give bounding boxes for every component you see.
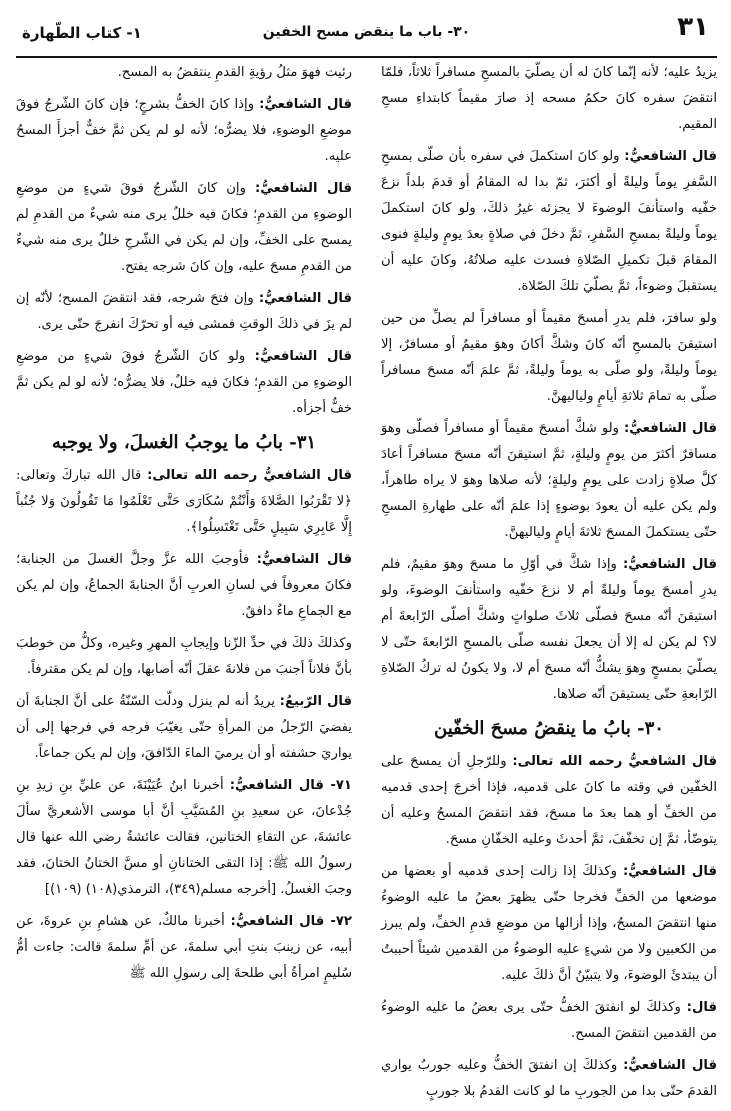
paragraph: رئيت فهوَ مثلُ رؤيةِ القدمِ ينتقضُ به المسح. [117,65,352,80]
paragraph-text: وكذلكَ إن انفتقَ الخفُّ وعليه جوربٌ يواري القدمَ حتّى بدا من الجوربِ ما لو كانت القدمُ بلا جوربٍ [381,1058,717,1099]
hadith-paragraph [16,909,352,987]
running-book-title: ١- كتاب الطّهارة [22,24,142,42]
section-heading: ٣١- بابُ ما يوجبُ الغسلَ، ولا يوجبه [51,432,317,453]
paragraph-text: وإن كانَ الشّرجُ فوقَ شيءٍ من موضعِ الوضوءِ من القدمِ؛ فكانَ فيه خللٌ يرى منه شيءٌ من القدمِ لم يمسح على الخفِّ، وإن لم يكن في الشّرجِ خللٌ يرى منه شيءٌ من القدمِ مسحَ عليه، وإن كانَ شرجه يفتح. [16,181,352,274]
paragraph [381,1053,717,1105]
speaker-label: قال الشافعيُّ رحمه الله تعالى: [147,468,352,483]
paragraph [381,995,717,1047]
paragraph-text: ولو كانَ الشّرجُ فوقَ شيءٍ من موضعِ الوضوءِ من القدمِ؛ فكانَ فيه خللٌ، فلا يضرُّه؛ لأنه لو لم يكن ثمَّ خفٌّ أجزأه. [16,349,352,416]
quran-quote-text: قال الله تباركَ وتعالى: ﴿لا تَقْرَبُوا الصَّلاةَ وَأَنْتُمْ سُكَارَى حَتَّى تَعْلَمُوا مَا تَقُولُونَ وَلا جُنُباً إِلَّا عَابِرِي سَبِيلٍ حَتَّى تَغْتَسِلُوا﴾. [16,468,352,535]
paragraph: ولو سافرَ، فلم يدرِ أمسحَ مقيماً أو مسافراً لم يصلِّ من حين استيقنَ بالمسحِ أنّه كانَ وشكَّ أكانَ وهوَ مقيمٌ أو مسافرٌ، إلا يوماً وليلةً، ولو صلّى به يوماً وليلةً، ثمَّ علمَ أنّه مسحَ مسافراً صلّى به تمامَ ثلاثةِ أيامٍ ولياليهنَّ. [381,311,717,404]
paragraph-text: وإذا شكَّ في أوّلِ ما مسحَ وهوَ مقيمٌ، فلم يدرِ أمسحَ يوماً وليلةً أم لا نزعَ خفّيه واستأنفَ الوضوءَ، ولو استيقنَ أنّه مسحَ فصلّى ثلاثَ صلواتٍ وشكَّ أصلّى الرّابعةَ أم لا؟ لم يكن له إلا أن يجعلَ نفسه صلّى بالمسحِ الرّابعةَ حتّى لا يصلّيَ بمسحٍ وهوَ يشكُّ أنّه مسحَ أم لا، ولا يكونُ له تركُ الصّلاةِ الرّابعةِ حتّى يستيقنَ أنّه صلاها. [381,557,717,702]
hadith-paragraph [16,773,352,903]
paragraph [381,552,717,708]
paragraph: وكذلكَ ذلكَ في حدِّ الزّنا وإيجابِ المهرِ وغيره، وكلُّ من خوطبَ بأنَّ فلاناً أجنبَ من فلانةَ عقلَ أنّه أصابها، وإن لم يكن مقترفاً. [16,636,352,677]
paragraph [16,463,352,541]
hadith-text: أخبرنا ابنُ عُيَيْنَةَ، عن عليِّ بنِ زيدِ بنِ جُدْعانَ، عن سعيدِ بنِ المُسَيَّبِ أنَّ أبا موسى الأشعريَّ سألَ عائشةَ، عن التقاءِ الختانين، فقالت عائشةُ رضي الله عنها قال رسولُ الله ﷺ: إذا التقى الختانانِ أو مسَّ الختانُ الختانَ، فقد وجبَ الغسلُ. [أخرجه مسلم(٣٤٩)، الترمذي(١٠٨) (١٠٩)] [16,778,352,897]
page-number: ٣١ [677,12,709,42]
running-chapter-title: ٣٠- باب ما ينقض مسح الخفين [262,24,471,40]
hadith-number-label: ٧١- قال الشافعيُّ: [229,778,352,793]
paragraph: يزيدُ عليه؛ لأنه إنّما كانَ له أن يصلّيَ بالمسحِ مسافراً ثلاثاً، فلمّا انتقضَ سفره كانَ حكمُ مسحه إذ صارَ مقيماً كابتداءِ مسحِ المقيم. [381,65,717,132]
paragraph [16,176,352,280]
speaker-label: قال الشافعيُّ: [622,557,717,572]
speaker-label: قال: [686,1000,717,1015]
paragraph [16,547,352,625]
speaker-label: قال الشافعيُّ: [259,97,352,112]
paragraph-text: فأوجبَ الله عزَّ وجلَّ الغسلَ من الجنابة؛ فكانَ معروفاً في لسانِ العربِ أنَّ الجنابةَ الجماعُ، وإن لم يكن مع الجماعِ ماءٌ دافقٌ. [16,552,352,619]
paragraph-text: ولو كانَ استكملَ في سفره بأن صلّى بمسحِ السَّفرِ يوماً وليلةً أو أكثرَ، ثمّ بدا له المقامُ أو قدمَ بلداً نزعَ خفّيه واستأنفَ الوضوءَ لا يجزئه غيرُ ذلكَ، ولو كانَ استكملَ يوماً وليلةً بمسحِ السَّفرِ، ثمَّ دخلَ في صلاةٍ بعدَ يومٍ وليلةٍ فنوى المقامَ قبلَ تكميلِ الصّلاةِ فسدت عليه صلاتُهُ، وكانَ عليه أن يستقبلَ وضوءاً، ثمَّ يصلّيَ تلكَ الصّلاة. [381,149,717,294]
paragraph [381,416,717,546]
speaker-label: قال الشافعيُّ: [256,552,352,567]
speaker-label: قال الشافعيُّ: [623,864,717,879]
speaker-label: قال الشافعيُّ: [258,291,352,306]
paragraph [381,749,717,853]
paragraph-text: وللرّجلِ أن يمسحَ على الخفّين في وقته ما كانَ على قدميه، فإذا أخرجَ إحدى قدميه من الخفِّ أو هما بعدَ ما مسحَ، فقد انتقضَ المسحُ وعليه أن يتوضّأ، ثمَّ إن تخفّفَ، ثمَّ أحدثَ وعليه الخفّانِ مسحَ. [381,754,717,847]
paragraph [381,144,717,300]
paragraph [381,859,717,989]
speaker-label: قال الشافعيُّ: [254,349,352,364]
speaker-label: قال الشافعيُّ: [624,421,717,436]
speaker-label: قال الشافعيُّ: [624,149,717,164]
right-column [381,60,717,1111]
speaker-label: قال الشافعيُّ رحمه الله تعالى: [512,754,717,769]
left-column [16,60,352,993]
speaker-label: قال الشافعيُّ: [623,1058,717,1073]
speaker-label: قال الرّبيعُ: [279,694,352,709]
paragraph-text: وكذلكَ إذا زالت إحدى قدميه أو بعضها من موضعها من الخفِّ فخرجا حتّى يظهرَ بعضُ ما عليه الوضوءُ منها انتقضَ المسحُ، وإذا أزالها من موضعِ قدمِ الخفِّ، ولم يبرز من الكعبين ولا من شيءٍ عليه الوضوءُ من القدمين شيئاً أحببتُ أن يبتدئَ الوضوءَ، ولا يتبيّنُ أنَّ ذلكَ عليه. [381,864,717,983]
text-columns [16,60,717,1110]
paragraph [16,286,352,338]
paragraph-text: يريدُ أنه لم ينزل ودلّت السّنّةُ على أنَّ الجنابةَ أن يفضيَ الرّجلُ من المرأةِ حتّى يغيّبَ فرجه في فرجها إلى أن يواريَ حشفته أو أن يرميَ الماءَ الدّافقَ، وإن لم يكن جماعاً. [16,694,352,761]
paragraph-text: وإذا كانَ الخفُّ بشرجٍ؛ فإن كانَ الشّرجُ فوقَ موضعِ الوضوءِ، فلا يضرُّه؛ لأنه لو لم يكن ثمَّ خفٌّ أجزأَ المسحُ عليه. [16,97,352,164]
paragraph [16,689,352,767]
paragraph [16,92,352,170]
paragraph-text: ولو شكَّ أمسحَ مقيماً أو مسافراً فصلّى وهوَ مسافرٌ أكثرَ من يومٍ وليلةٍ، ثمَّ استيقنَ أنّه مسحَ مسافراً أعادَ كلَّ صلاةٍ زادت على يومٍ وليلةٍ؛ لأنه صلاها وهوَ لا يراه طاهراً، ولم يكن عليه أن يعودَ بوضوءٍ إذا علمَ أنّه على طهارةِ المسحِ حتّى يستكملَ المسحَ ثلاثةَ أيامٍ ولياليهنَّ. [381,421,717,540]
hadith-number-label: ٧٢- قال الشافعيُّ: [230,914,352,929]
page-header [16,10,717,58]
paragraph [16,344,352,422]
paragraph-text: وإن فتحَ شرجه، فقد انتقضَ المسح؛ لأنّه إن لم يزَ في ذلكَ الوقتِ فمشى فيه أو تحرّكَ انفرجَ حتّى يرى. [16,291,352,332]
paragraph-text: وكذلكَ لو انفتقَ الخفُّ حتّى يرى بعضُ ما عليه الوضوءُ من القدمين انتقضَ المسح. [381,1000,717,1041]
section-heading: ٣٠- بابُ ما ينقضُ مسحَ الخفّين [434,718,664,739]
hadith-text: أخبرنا مالكٌ، عن هشامِ بنِ عروةَ، عن أبيه، عن زينبَ بنتِ أبي سلمةَ، عن أمِّ سلمةَ قالت: جاءت أمُّ سُليمٍ امرأةُ أبي طلحةَ إلى رسولِ الله ﷺ [16,914,352,981]
speaker-label: قال الشافعيُّ: [254,181,352,196]
